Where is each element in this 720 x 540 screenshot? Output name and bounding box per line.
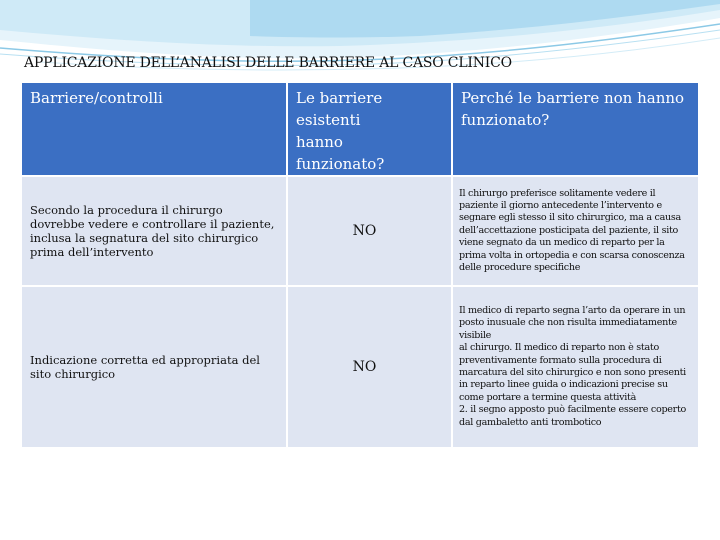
why-text: Il chirurgo preferisce solitamente vedere il paziente il giorno antecedente l’intervento e segnare egli stesso il sito chirurgico, ma a causa dell’accettazione posticipata del paziente, il sito viene segnato da un medico di reparto per la prima volta in ortopedia e con scarsa conoscenza delle procedure specifiche xyxy=(459,187,685,274)
table-row xyxy=(22,287,698,449)
worked-value: NO xyxy=(352,223,377,239)
worked-cell xyxy=(288,287,453,449)
table-row xyxy=(22,177,698,287)
worked-cell xyxy=(288,177,453,287)
why-cell xyxy=(453,287,698,449)
barrier-text: Indicazione corretta ed appropriata del sito chirurgico xyxy=(30,353,260,381)
why-text: Il medico di reparto segna l’arto da operare in un posto inusuale che non risulta immediatamente visibile al chirurgo. Il medico di reparto non è stato preventivamente formato sulla procedura di marcatura del sito chirurgico e non sono presenti in reparto linee guida o indicazioni precise su come portare a termine questa attività 2. il segno apposto può facilmente essere coperto dal gambaletto anti trombotico xyxy=(459,304,686,428)
slide-title: APPLICAZIONE DELL’ANALISI DELLE BARRIERE AL CASO CLINICO xyxy=(24,55,512,71)
header-barriers: Barriere/controlli xyxy=(22,83,288,177)
table-header-row xyxy=(22,83,698,177)
worked-value: NO xyxy=(352,359,377,375)
barrier-analysis-table xyxy=(22,83,698,449)
why-cell xyxy=(453,177,698,287)
barrier-text: Secondo la procedura il chirurgo dovrebbe vedere e controllare il paziente, inclusa la segnatura del sito chirurgico prima dell’intervento xyxy=(30,203,275,259)
barrier-cell xyxy=(22,287,288,449)
header-worked: Le barriere esistenti hanno funzionato? xyxy=(288,83,453,177)
header-why: Perché le barriere non hanno funzionato? xyxy=(453,83,698,177)
barrier-cell xyxy=(22,177,288,287)
